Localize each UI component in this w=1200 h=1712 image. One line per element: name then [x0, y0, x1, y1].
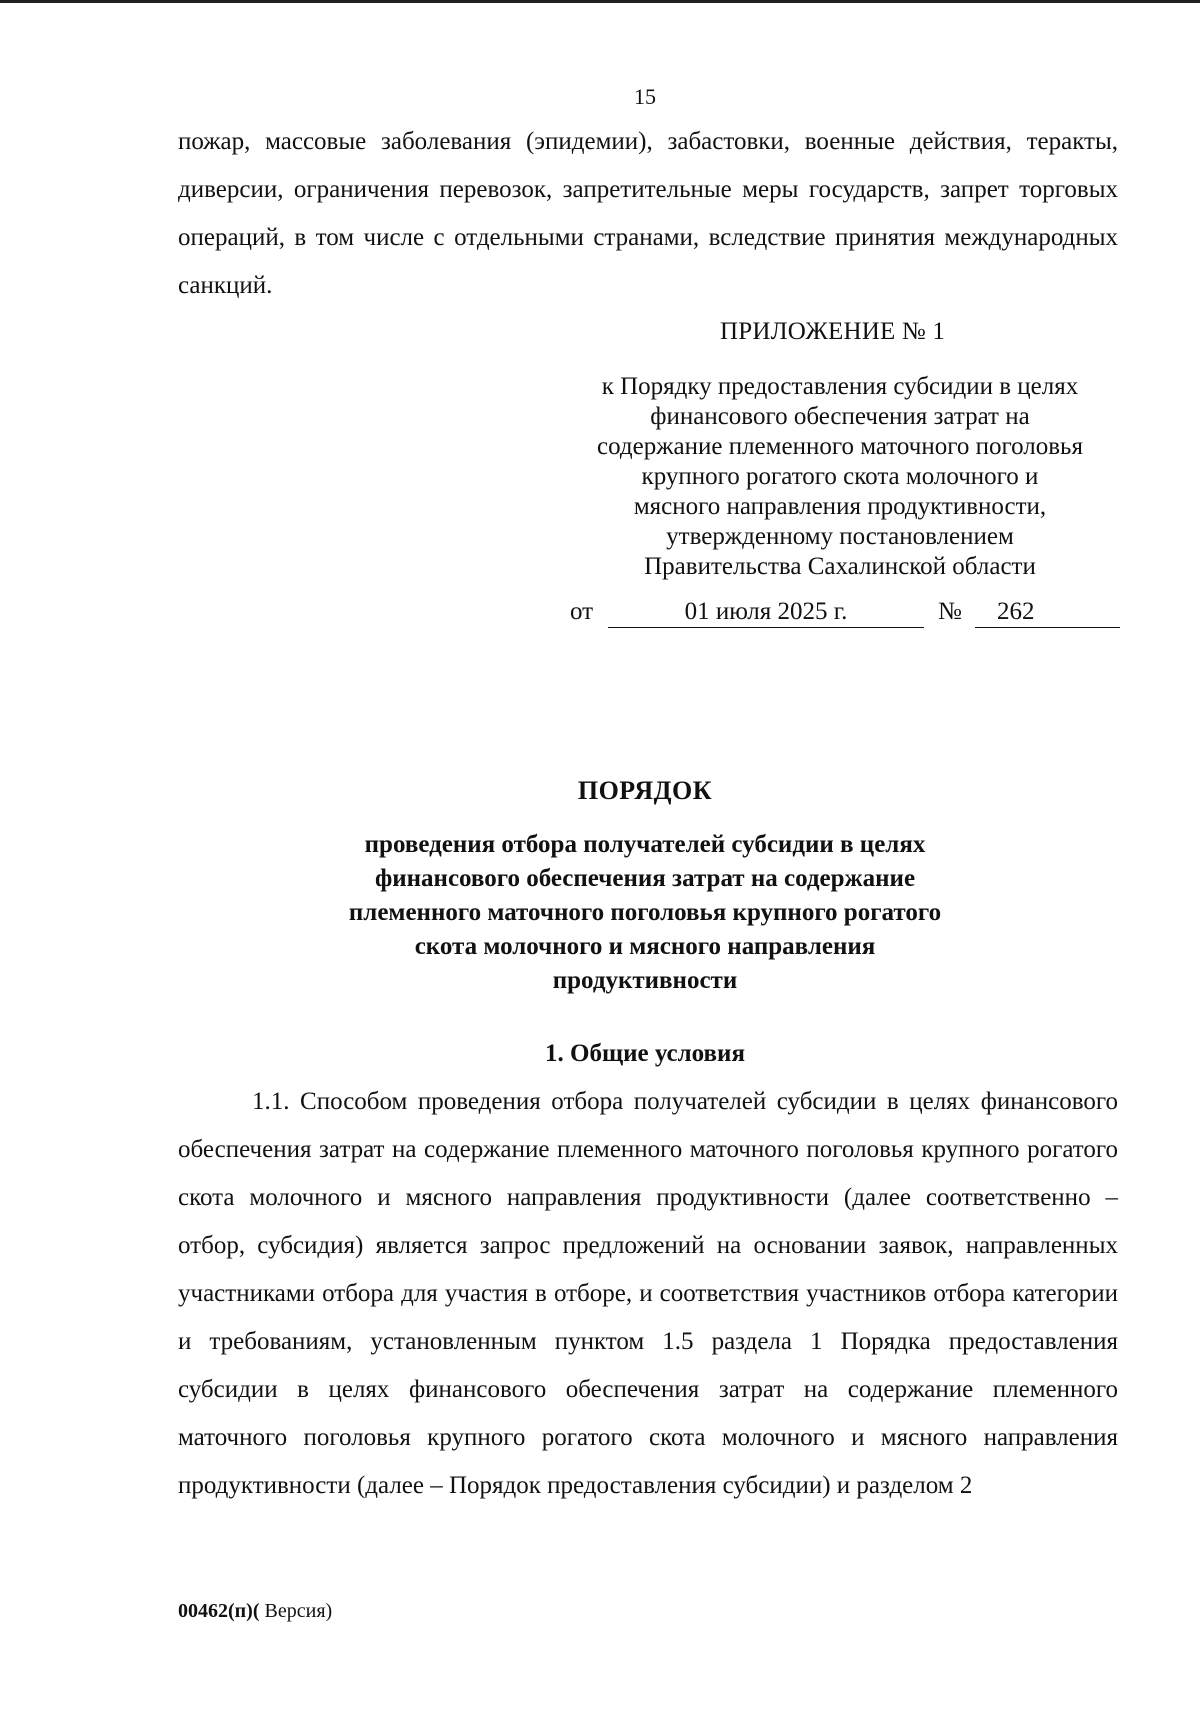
subheading-line: скота молочного и мясного направления: [414, 933, 876, 960]
number-prefix: №: [938, 598, 962, 625]
appendix-line: утвержденному постановлением: [666, 523, 1014, 550]
footer-version: Версия): [259, 1600, 333, 1622]
appendix-line: крупного рогатого скота молочного и: [641, 463, 1039, 490]
page-number: 15: [634, 84, 656, 109]
section-paragraph: [178, 1078, 1118, 1510]
resolution-number: 262: [997, 598, 1035, 625]
subheading-line: продуктивности: [552, 967, 738, 994]
appendix-line: Правительства Сахалинской области: [644, 553, 1036, 580]
appendix-line: финансового обеспечения затрат на: [650, 403, 1030, 430]
appendix-reference-block: [560, 372, 1120, 582]
intro-paragraph-text: пожар, массовые заболевания (эпидемии), забастовки, военные действия, теракты, диверсии, ограничения перевозок, запретительные меры государств, запрет торговых операций, в том числе с отдельными странами, вследствие принятия международных санкций.: [178, 128, 1118, 299]
subheading-line: проведения отбора получателей субсидии в целях: [364, 831, 926, 858]
top-border-line: [0, 0, 1200, 3]
document-subheading: [290, 828, 1000, 998]
appendix-line: к Порядку предоставления субсидии в целях: [601, 373, 1079, 400]
footer-code: 00462(п)(: [178, 1600, 260, 1622]
resolution-date: 01 июля 2025 г.: [608, 597, 924, 628]
appendix-line: содержание племенного маточного поголовья: [597, 433, 1083, 460]
appendix-date-row: [570, 597, 1120, 631]
resolution-number-field: [975, 597, 1120, 628]
section-title: 1. Общие условия: [545, 1040, 745, 1067]
appendix-title: ПРИЛОЖЕНИЕ № 1: [720, 318, 946, 345]
footer-document-code: [178, 1600, 332, 1623]
section-paragraph-text: 1.1. Способом проведения отбора получателей субсидии в целях финансового обеспечения затрат на содержание племенного маточного поголовья крупного рогатого скота молочного и мясного направления продуктивности (далее соответственно – отбор, субсидия) является запрос предложений на основании заявок, направленных участниками отбора для участия в отборе, и соответствия участников отбора категории и требованиям, установленным пунктом 1.5 раздела 1 Порядка предоставления субсидии в целях финансового обеспечения затрат на содержание племенного маточного поголовья крупного рогатого скота молочного и мясного направления продуктивности (далее – Порядок предоставления субсидии) и разделом 2: [178, 1088, 1118, 1499]
subheading-line: племенного маточного поголовья крупного рогатого: [348, 899, 942, 926]
subheading-line: финансового обеспечения затрат на содержание: [374, 865, 916, 892]
appendix-line: мясного направления продуктивности,: [633, 493, 1047, 520]
intro-paragraph: [178, 118, 1118, 310]
document-heading: ПОРЯДОК: [577, 776, 713, 805]
date-prefix: от: [570, 598, 594, 625]
